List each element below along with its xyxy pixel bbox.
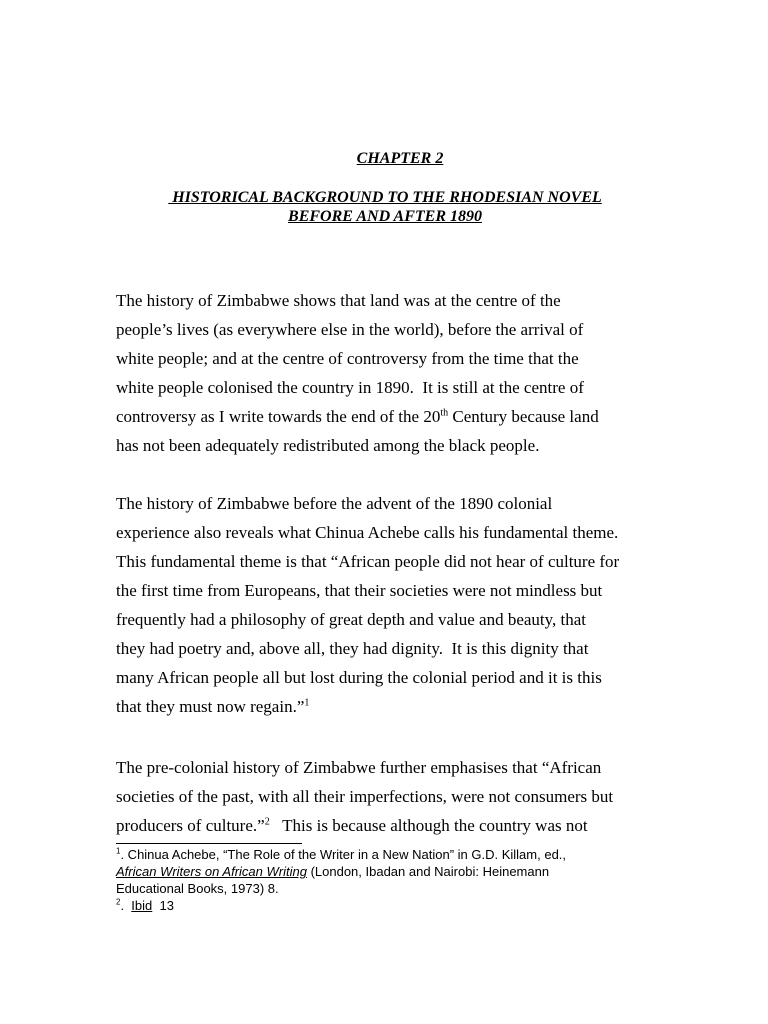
paragraph-2-last-line: that they must now regain.” [116,697,305,716]
paragraph-3-line [116,811,646,840]
paragraph-1-line [116,402,646,431]
paragraph-2-line: This fundamental theme is that “African people did not hear of culture for [116,552,620,571]
footnotes [116,846,676,914]
paragraph-2-line: frequently had a philosophy of great depth and value and beauty, that [116,610,587,629]
footnote-2-marker: 2 [116,897,121,907]
footnote-2-prefix: . [120,898,132,913]
footnote-2 [116,897,676,914]
paragraph-1-line: The history of Zimbabwe shows that land was at the centre of the [116,291,561,310]
paragraph-1-line: people’s lives (as everywhere else in the world), before the arrival of [116,320,584,339]
paragraph-2-line: many African people all but lost during the colonial period and it is this [116,668,602,687]
footnote-separator [116,843,302,844]
paragraph-2-line: experience also reveals what Chinua Achebe calls his fundamental theme. [116,523,619,542]
paragraph-2-line: the first time from Europeans, that their societies were not mindless but [116,581,603,600]
footnote-1-book-title: African Writers on African Writing [116,864,307,879]
paragraph-2 [116,489,646,721]
paragraph-2-line: they had poetry and, above all, they had dignity. It is this dignity that [116,639,589,658]
paragraph-3-line: The pre-colonial history of Zimbabwe further emphasises that “African [116,758,602,777]
footnote-ref-1[interactable]: 1 [304,697,310,709]
footnote-1-line-1 [116,846,676,863]
paragraph-1-line-5-text: controversy as I write towards the end of the 20 [116,407,441,426]
paragraph-3-line-3-rest: This is because although the country was not [269,816,588,835]
chapter-label: CHAPTER 2 [356,150,444,167]
footnote-1-publisher: (London, Ibadan and Nairobi: Heinemann [306,864,550,879]
superscript: th [440,407,449,419]
paragraph-2-line [116,692,646,721]
footnote-ref-2[interactable]: 2 [264,816,270,828]
footnote-1-marker: 1 [116,846,121,856]
paragraph-3 [116,753,646,840]
chapter-heading-line-2: BEFORE AND AFTER 1890 [288,208,482,225]
paragraph-1-line: has not been adequately redistributed among the black people. [116,436,540,455]
paragraph-3-line: societies of the past, with all their imperfections, were not consumers but [116,787,614,806]
paragraph-1-line: white people colonised the country in 1890. It is still at the centre of [116,378,584,397]
paragraph-2-line: The history of Zimbabwe before the advent of the 1890 colonial [116,494,553,513]
footnote-1-text: . Chinua Achebe, “The Role of the Writer in a New Nation” in G.D. Killam, ed., [120,847,567,862]
footnote-1-line-2 [116,863,676,880]
paragraph-1 [116,286,646,460]
paragraph-1-line: white people; and at the centre of controversy from the time that the [116,349,579,368]
paragraph-1-line-5-rest: Century because land [448,407,599,426]
paragraph-3-line-3-text: producers of culture.” [116,816,265,835]
footnote-1-line-3: Educational Books, 1973) 8. [116,881,279,896]
chapter-heading-line-1: HISTORICAL BACKGROUND TO THE RHODESIAN NOVEL [168,189,602,206]
chapter-heading [130,188,640,226]
footnote-2-ibid: Ibid [131,898,153,913]
footnote-2-page: 13 [152,898,174,913]
